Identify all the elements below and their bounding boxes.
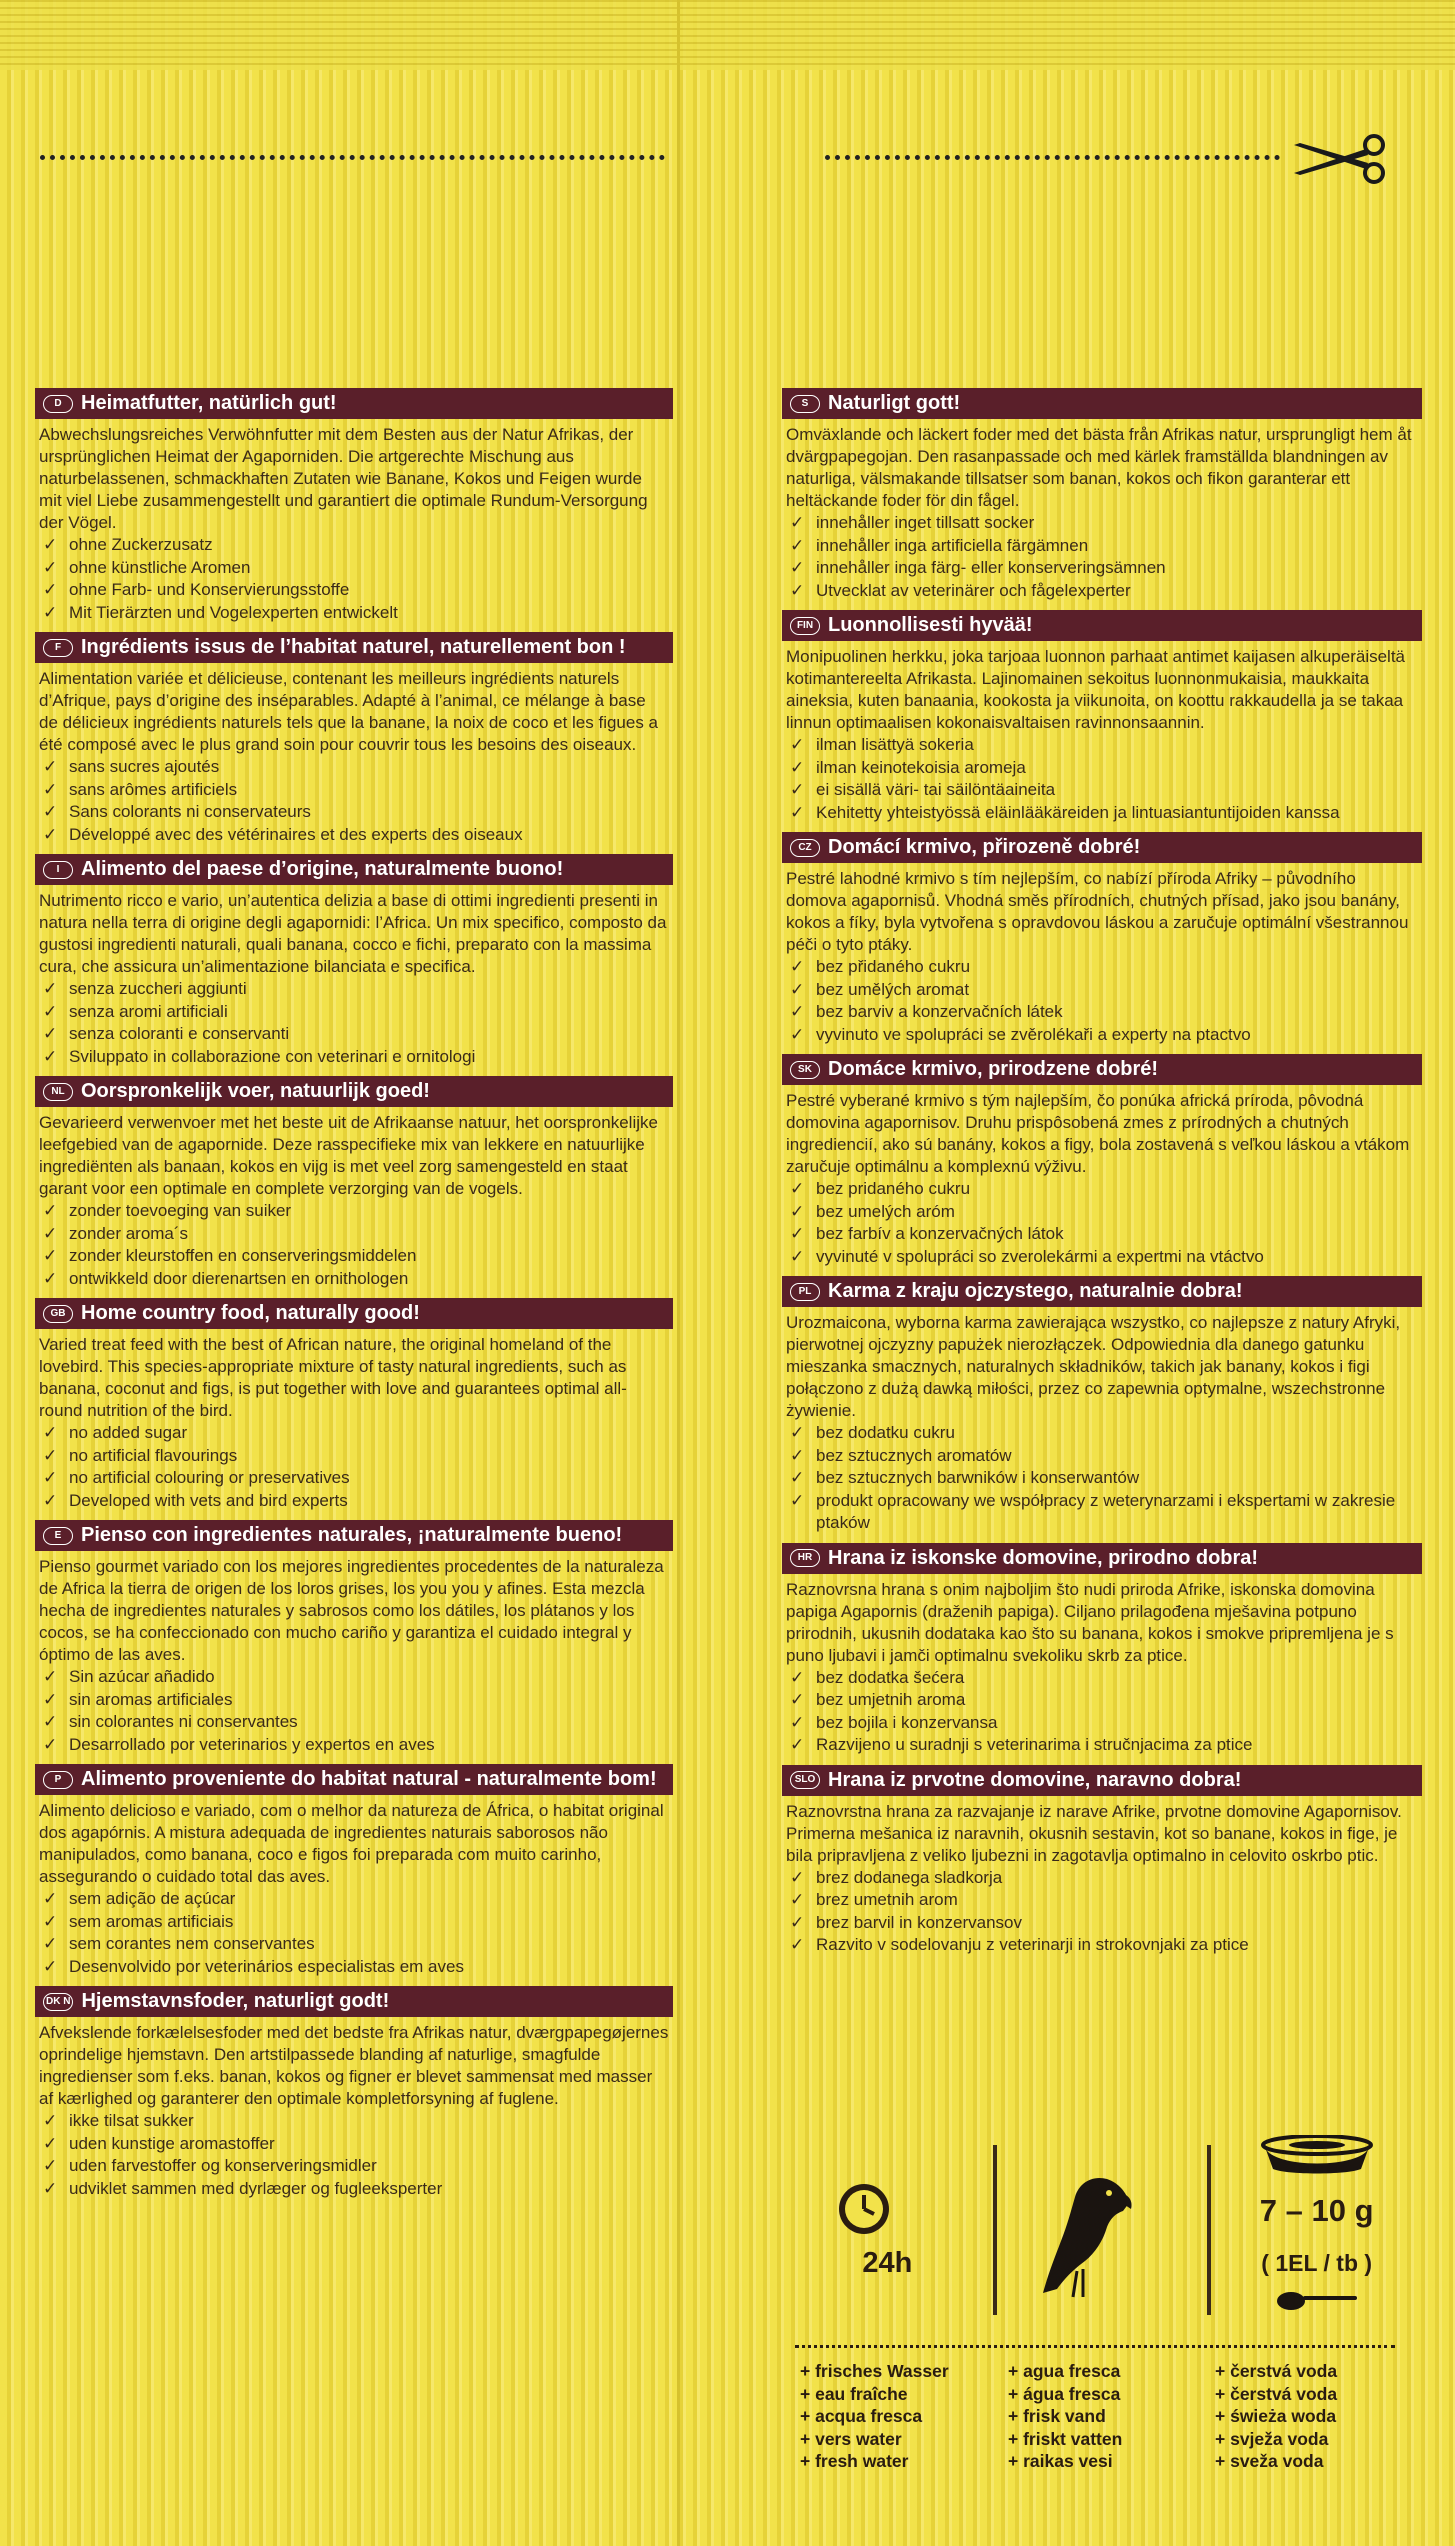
language-badge: FIN [790,617,820,635]
water-note: + agua fresca [1008,2361,1121,2381]
section-description: Raznovrsna hrana s onim najboljim što nudi priroda Afrike, iskonska domovina papiga Agapornis (draženih papiga). Ciljano prilagođena mješavina potpuno prirodnih, ukusnih dodataka kao što su banana, kokos i smokve pripremljena je s puno ljubavi i jamči optimalnu svekoliku skrb za ptice. [786,1579,1394,1665]
section-description: Pienso gourmet variado con los mejores ingredientes procedentes de la naturaleza de Africa la tierra de origen de los loros grises, los you you y afines. Esta mezcla hecha de ingredientes naturales y sabrosos como los dátiles, los plátanos y los cocos, se ha confeccionado con mucho cariño y garantiza el cuidado integral y óptimo de las aves. [39,1557,664,1664]
feature-item: ✓ bez sztucznych barwników i konserwantów [782,1467,1422,1490]
feeding-info-panel [782,2135,1422,2325]
cut-line-left [40,155,665,160]
spoon-measure: ( 1EL / tb ) [1261,2250,1373,2276]
feature-list [35,534,673,624]
section-description: Abwechslungsreiches Verwöhnfutter mit dem Besten aus der Natur Afrikas, der ursprünglichen Heimat der Agaporniden. Die artgerechte Mischung aus naturbelassenen, schmackhaften Zutaten wie Banane, Kokos und Feigen wurde mit viel Liebe zusammengestellt und garantiert die optimale Rundum-Versorgung der Vögel. [39,425,648,532]
language-badge: GB [43,1305,73,1323]
water-note: + acqua fresca [800,2406,923,2426]
section-description: Alimento delicioso e variado, com o melhor da natureza de África, o habitat original dos agapórnis. A mistura adequada de ingredientes naturais saborosos não manipulados, como banana, coco e figos foi preparada com muito carinho, assegurando o cuidado total das aves. [39,1801,664,1886]
section-description: Urozmaicona, wyborna karma zawierająca wszystko, co najlepsze z natury Afryki, pierwotnej ojczyzny papużek nierozłączek. Odpowiednia dla danego gatunku mieszanka smacznych, naturalnych składników, takich jak banany, kokos i figi połączono z dużą dawką miłości, przez co zapewnia optymalne, wszechstronne żywienie. [786,1313,1401,1420]
language-badge: PL [790,1283,820,1301]
left-text-column [35,388,673,2208]
feeding-time-cell [782,2135,993,2325]
feature-item: ✓ ikke tilsat sukker [35,2110,673,2133]
language-badge: HR [790,1549,820,1567]
section-title [782,832,1422,863]
section-title-text: Pienso con ingredientes naturales, ¡naturalmente bueno! [81,1524,623,1546]
package-seam [677,0,680,2546]
section-title [35,854,673,885]
feature-item: ✓ sans sucres ajoutés [35,756,673,779]
language-badge: F [43,639,73,657]
water-note: + raikas vesi [1008,2451,1113,2471]
section-description: Omväxlande och läckert foder med det bästa från Afrikas natur, ursprungligt hem åt dvärgpapegojan. Den rasanpassade och med kärlek framställda blandningen av naturliga, välsmakande tillsatser som banan, kokos och fikon garanterar ett heltäckande foder för din fågel. [786,425,1412,510]
clock-icon [835,2180,893,2238]
section-description: Varied treat feed with the best of African nature, the original homeland of the lovebird. This species-appropriate mixture of tasty natural ingredients, such as banana, coconut and figs, is put together with love and guarantees optimal all-round nutrition of the bird. [39,1335,627,1420]
language-section [35,1076,673,1290]
feeding-hours: 24h [862,2247,913,2279]
feature-item: ✓ Razvito v sodelovanju z veterinarji in strokovnjaki za ptice [782,1934,1422,1957]
feature-list [782,734,1422,824]
section-title-text: Ingrédients issus de l’habitat naturel, naturellement bon ! [81,636,626,658]
section-title [782,1054,1422,1085]
feature-item: ✓ bez farbív a konzervačných látok [782,1223,1422,1246]
feature-item: ✓ sans arômes artificiels [35,779,673,802]
language-section [782,1765,1422,1957]
feature-item: ✓ ohne Farb- und Konservierungsstoffe [35,579,673,602]
language-section [35,1986,673,2200]
feature-item: ✓ ei sisällä väri- tai säilöntäaineita [782,779,1422,802]
section-title [35,388,673,419]
feature-item: ✓ sin colorantes ni conservantes [35,1711,673,1734]
section-title-text: Home country food, naturally good! [81,1302,420,1324]
section-title-text: Naturligt gott! [828,392,961,414]
section-description: Monipuolinen herkku, joka tarjoaa luonnon parhaat antimet kaijasen alkuperäiseltä kotimantereelta Afrikasta. Lajinomainen sekoitus luonnonmukaisia, maukkaita aineksia, kuten banaania, kookosta ja viikunoita, on koottu rakkaudella ja se takaa linnun optimaalisen kokonaisvaltaisen ravinnonsaannin. [786,647,1406,732]
language-badge: S [790,395,820,413]
feature-item: ✓ ohne künstliche Aromen [35,557,673,580]
feature-item: ✓ sem adição de açúcar [35,1888,673,1911]
feature-item: ✓ bez dodatka šećera [782,1667,1422,1690]
feature-list [35,756,673,846]
section-title [782,1543,1422,1574]
water-divider [795,2345,1395,2348]
feature-item: ✓ Desarrollado por veterinarios y expertos en aves [35,1734,673,1757]
water-note: + svježa voda [1215,2428,1329,2449]
language-section [782,1543,1422,1757]
spoon-icon [1275,2287,1359,2311]
right-text-column [782,388,1422,1965]
language-section [35,1764,673,1978]
language-section [782,832,1422,1046]
section-title-text: Heimatfutter, natürlich gut! [81,392,337,414]
water-column-3 [1215,2360,1337,2473]
spoon-measure-text: 1EL / tb [1275,2250,1358,2276]
section-description: Gevarieerd verwenvoer met het beste uit de Afrikaanse natuur, het oorspronkelijke leefgebied van de agapornide. Deze rasspecifieke mix van lekkere en natuurlijke ingrediënten als banaan, kokos en vijg is met veel zorg samengesteld en staat garant voor een optimale en complete verzorging van de vogels. [39,1113,658,1198]
language-section [35,1520,673,1756]
water-note: + fresh water [800,2451,909,2471]
section-title [35,1298,673,1329]
water-note: + frisk vand [1008,2406,1106,2426]
water-column-1 [800,2360,949,2473]
feature-item: ✓ sem corantes nem conservantes [35,1933,673,1956]
feature-item: ✓ senza coloranti e conservanti [35,1023,673,1046]
section-title [35,1520,673,1551]
water-note: + čerstvá voda [1215,2383,1338,2404]
cut-line-right [825,155,1280,160]
feature-item: ✓ bez pridaného cukru [782,1178,1422,1201]
feature-list [782,512,1422,602]
feature-item: ✓ ontwikkeld door dierenartsen en ornithologen [35,1268,673,1291]
lovebird-icon [1037,2171,1137,2301]
feature-item: ✓ Developed with vets and bird experts [35,1490,673,1513]
section-title [782,610,1422,641]
feature-item: ✓ no artificial flavourings [35,1445,673,1468]
language-section [782,388,1422,602]
language-section [35,388,673,624]
section-description: Pestré lahodné krmivo s tím nejlepším, co nabízí příroda Afriky – původního domova agapornisů. Vhodná směs přírodních, chutných přísad, jako jsou banány, kokos a fíky, byla vytvořena s opravdovou láskou a zaručuje optimální všestrannou péči o tyto ptáky. [786,869,1409,954]
feature-item: ✓ ohne Zuckerzusatz [35,534,673,557]
feature-item: ✓ senza aromi artificiali [35,1001,673,1024]
water-note: + friskt vatten [1008,2428,1123,2449]
section-title-text: Hrana iz prvotne domovine, naravno dobra! [828,1768,1242,1791]
feature-item: ✓ Sans colorants ni conservateurs [35,801,673,824]
water-note: + água fresca [1008,2383,1121,2404]
feature-item: ✓ Développé avec des vétérinaires et des experts des oiseaux [35,824,673,847]
section-title-text: Alimento proveniente do habitat natural - naturalmente bom! [81,1768,657,1790]
feature-item: ✓ Sin azúcar añadido [35,1666,673,1689]
feature-list [35,978,673,1068]
feature-list [782,1667,1422,1757]
language-section [782,1054,1422,1268]
language-badge: I [43,861,73,879]
water-note: + eau fraîche [800,2383,908,2404]
feature-item: ✓ zonder kleurstoffen en conserveringsmiddelen [35,1245,673,1268]
feature-item: ✓ Kehitetty yhteistyössä eläinlääkäreiden ja lintuasiantuntijoiden kanssa [782,802,1422,825]
feature-item: ✓ no artificial colouring or preservatives [35,1467,673,1490]
feature-item: ✓ bez barviv a konzervačních látek [782,1001,1422,1024]
feature-list [782,1867,1422,1957]
section-description: Pestré vyberané krmivo s tým najlepším, čo ponúka africká príroda, pôvodná domovina agapornisov. Druhu prispôsobená zmes z prírodných a chutných ingrediencií, ako sú banány, kokos a figy, bola zostavená s veľkou láskou a vtákom zaručuje optimálnu a komplexnú výživu. [786,1091,1410,1176]
language-badge: D [43,395,73,413]
feature-item: ✓ uden farvestoffer og konserveringsmidler [35,2155,673,2178]
section-title-text: Domáce krmivo, prirodzene dobré! [828,1058,1159,1080]
feature-item: ✓ bez přidaného cukru [782,956,1422,979]
feature-item: ✓ senza zuccheri aggiunti [35,978,673,1001]
feature-item: ✓ udviklet sammen med dyrlæger og fugleeksperter [35,2178,673,2201]
feeding-amount: 7 – 10 g [1259,2193,1374,2228]
section-title [35,1076,673,1107]
bowl-icon [1257,2135,1377,2175]
feature-item: ✓ uden kunstige aromastoffer [35,2133,673,2156]
language-section [782,610,1422,824]
feature-item: ✓ innehåller inga färg- eller konserveringsämnen [782,557,1422,580]
section-title [35,1986,673,2017]
feature-item: ✓ ilman lisättyä sokeria [782,734,1422,757]
feature-item: ✓ bez bojila i konzervansa [782,1712,1422,1735]
section-title [782,388,1422,419]
language-badge: SLO [790,1771,820,1789]
section-title-text: Hjemstavnsfoder, naturligt godt! [81,1990,390,2012]
feature-item: ✓ Desenvolvido por veterinários especialistas em aves [35,1956,673,1979]
feature-item: ✓ vyvinuto ve spolupráci se zvěrolékaři a experty na ptactvo [782,1024,1422,1047]
feature-item: ✓ Sviluppato in collaborazione con veterinari e ornitologi [35,1046,673,1069]
package-top-seal [0,0,1455,70]
feature-item: ✓ no added sugar [35,1422,673,1445]
feature-item: ✓ innehåller inget tillsatt socker [782,512,1422,535]
bird-cell [997,2135,1208,2325]
section-title [782,1765,1422,1796]
language-badge: DK N [43,1993,73,2011]
feature-item: ✓ Mit Tierärzten und Vogelexperten entwickelt [35,602,673,625]
amount-cell [1211,2135,1422,2325]
feature-item: ✓ sin aromas artificiales [35,1689,673,1712]
section-title-text: Domácí krmivo, přirozeně dobré! [828,836,1141,858]
language-section [35,632,673,846]
feature-item: ✓ bez sztucznych aromatów [782,1445,1422,1468]
language-badge: P [43,1771,73,1789]
feature-item: ✓ bez dodatku cukru [782,1422,1422,1445]
section-title-text: Hrana iz iskonske domovine, prirodno dobra! [828,1546,1259,1569]
section-description: Raznovrstna hrana za razvajanje iz narave Afrike, prvotne domovine Agapornisov. Primerna mešanica iz naravnih, okusnih sestavin, kot so banane, kokos in fige, je bila pripravljena z veliko ljubezni in zagotavlja optimalno in celovito oskrbo ptic. [786,1801,1402,1865]
section-title [782,1276,1422,1307]
language-badge: NL [43,1083,73,1101]
feature-list [35,2110,673,2200]
water-column-2 [1008,2360,1122,2473]
language-badge: SK [790,1061,820,1079]
feature-item: ✓ brez dodanega sladkorja [782,1867,1422,1890]
water-note: + vers water [800,2428,902,2449]
feature-item: ✓ bez umělých aromat [782,979,1422,1002]
section-title-text: Luonnollisesti hyvää! [828,614,1033,636]
language-section [35,1298,673,1512]
section-description: Nutrimento ricco e vario, un’autentica delizia a base di ottimi ingredienti presenti in natura nella terra di origine degli agapornidi: l’Africa. Un mix specifico, composto da gustosi ingredienti naturali, quali banana, cocco e fichi, preparato con la massima cura, che assicura un’alimentazione bilanciata e specifica. [39,891,667,976]
water-note: + świeża woda [1215,2406,1337,2426]
water-note: + sveža voda [1215,2451,1324,2471]
feature-item: ✓ Utvecklat av veterinärer och fågelexperter [782,580,1422,603]
feature-list [35,1666,673,1756]
feature-list [782,956,1422,1046]
feature-list [35,1888,673,1978]
section-title-text: Alimento del paese d’origine, naturalmente buono! [81,858,564,880]
language-section [782,1276,1422,1535]
feature-list [35,1422,673,1512]
feature-item: ✓ zonder aroma´s [35,1223,673,1246]
language-badge: E [43,1527,73,1545]
feature-item: ✓ bez umelých aróm [782,1201,1422,1224]
feature-item: ✓ zonder toevoeging van suiker [35,1200,673,1223]
water-note: + frisches Wasser [800,2361,949,2381]
feature-item: ✓ brez barvil in konzervansov [782,1912,1422,1935]
feature-item: ✓ ilman keinotekoisia aromeja [782,757,1422,780]
section-title [35,1764,673,1795]
feature-item: ✓ bez umjetnih aroma [782,1689,1422,1712]
feature-item: ✓ sem aromas artificiais [35,1911,673,1934]
language-badge: CZ [790,839,820,857]
section-title-text: Karma z kraju ojczystego, naturalnie dobra! [828,1280,1243,1302]
feature-item: ✓ Razvijeno u suradnji s veterinarima i stručnjacima za ptice [782,1734,1422,1757]
feature-item: ✓ innehåller inga artificiella färgämnen [782,535,1422,558]
section-title [35,632,673,663]
feature-item: ✓ vyvinuté v spolupráci so zverolekármi a expertmi na vtáctvo [782,1246,1422,1269]
feature-item: ✓ produkt opracowany we współpracy z weterynarzami i ekspertami w zakresie ptaków [782,1490,1422,1535]
feature-list [35,1200,673,1290]
language-section [35,854,673,1068]
section-description: Afvekslende forkælelsesfoder med det bedste fra Afrikas natur, dværgpapegøjernes oprindelige hjemstavn. Den artstilpassede blanding af naturlige, smagfulde ingredienser som f.eks. banan, kokos og figner er blevet sammensat med masser af kærlighed og garanterer den optimale kompletforsyning af fuglene. [39,2023,669,2108]
water-note: + čerstvá voda [1215,2361,1338,2381]
section-title-text: Oorspronkelijk voer, natuurlijk goed! [81,1080,430,1102]
feature-list [782,1422,1422,1535]
scissors-icon [1290,133,1390,185]
feature-item: ✓ brez umetnih arom [782,1889,1422,1912]
feature-list [782,1178,1422,1268]
section-description: Alimentation variée et délicieuse, contenant les meilleurs ingrédients naturels d’Afrique, pays d’origine des inséparables. Adapté à l’animal, ce mélange à base de délicieux ingrédients naturels tels que la banane, la noix de coco et les figues a été composé avec le plus grand soin pour couvrir tous les besoins des oiseaux. [39,669,659,754]
